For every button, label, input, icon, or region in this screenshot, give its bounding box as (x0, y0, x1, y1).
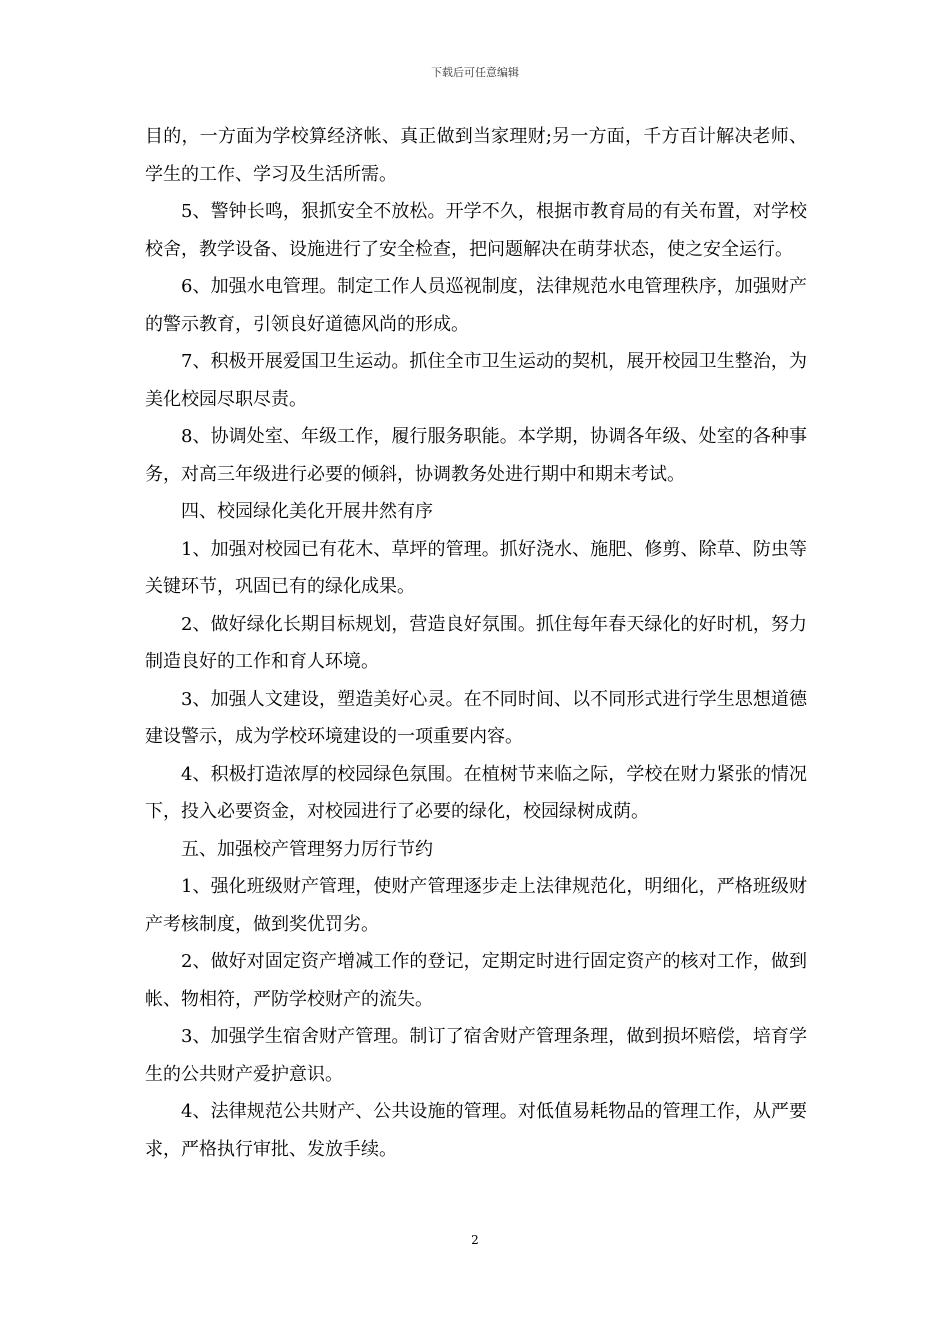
document-body (145, 118, 807, 1168)
paragraph-3: 6、加强水电管理。制定工作人员巡视制度，法律规范水电管理秩序，加强财产的警示教育，引领良好道德风尚的形成。 (145, 276, 807, 335)
paragraph-14: 3、加强学生宿舍财产管理。制订了宿舍财产管理条理，做到损坏赔偿，培育学生的公共财产爱护意识。 (145, 1026, 807, 1085)
paragraph-13: 2、做好对固定资产增减工作的登记，定期定时进行固定资产的核对工作，做到帐、物相符，严防学校财产的流失。 (145, 951, 807, 1010)
paragraph-8: 2、做好绿化长期目标规划，营造良好氛围。抓住每年春天绿化的好时机，努力制造良好的工作和育人环境。 (145, 613, 807, 672)
page-number: 2 (471, 1233, 479, 1247)
paragraph-2: 5、警钟长鸣，狠抓安全不放松。开学不久，根据市教育局的有关布置，对学校校舍，教学设备、设施进行了安全检查，把问题解决在萌芽状态，使之安全运行。 (145, 201, 807, 260)
paragraph-10: 4、积极打造浓厚的校园绿色氛围。在植树节来临之际，学校在财力紧张的情况下，投入必要资金，对校园进行了必要的绿化，校园绿树成荫。 (145, 763, 807, 822)
section-heading-4: 四、校园绿化美化开展井然有序 (181, 501, 433, 522)
paragraph-5: 8、协调处室、年级工作，履行服务职能。本学期，协调各年级、处室的各种事务，对高三年级进行必要的倾斜，协调教务处进行期中和期末考试。 (145, 426, 807, 485)
section-heading-5: 五、加强校产管理努力厉行节约 (181, 838, 433, 860)
paragraph-15: 4、法律规范公共财产、公共设施的管理。对低值易耗物品的管理工作，从严要求，严格执行审批、发放手续。 (145, 1101, 807, 1160)
paragraph-12: 1、强化班级财产管理，使财产管理逐步走上法律规范化，明细化，严格班级财产考核制度，做到奖优罚劣。 (145, 876, 807, 935)
page-header: 下载后可任意编辑 (431, 66, 519, 79)
paragraph-1: 目的，一方面为学校算经济帐、真正做到当家理财;另一方面，千方百计解决老师、学生的工作、学习及生活所需。 (145, 126, 807, 185)
paragraph-9: 3、加强人文建设，塑造美好心灵。在不同时间、以不同形式进行学生思想道德建设警示，成为学校环境建设的一项重要内容。 (145, 688, 807, 747)
paragraph-7: 1、加强对校园已有花木、草坪的管理。抓好浇水、施肥、修剪、除草、防虫等关键环节，巩固已有的绿化成果。 (145, 538, 807, 597)
paragraph-4: 7、积极开展爱国卫生运动。抓住全市卫生运动的契机，展开校园卫生整治，为美化校园尽职尽责。 (145, 351, 807, 410)
